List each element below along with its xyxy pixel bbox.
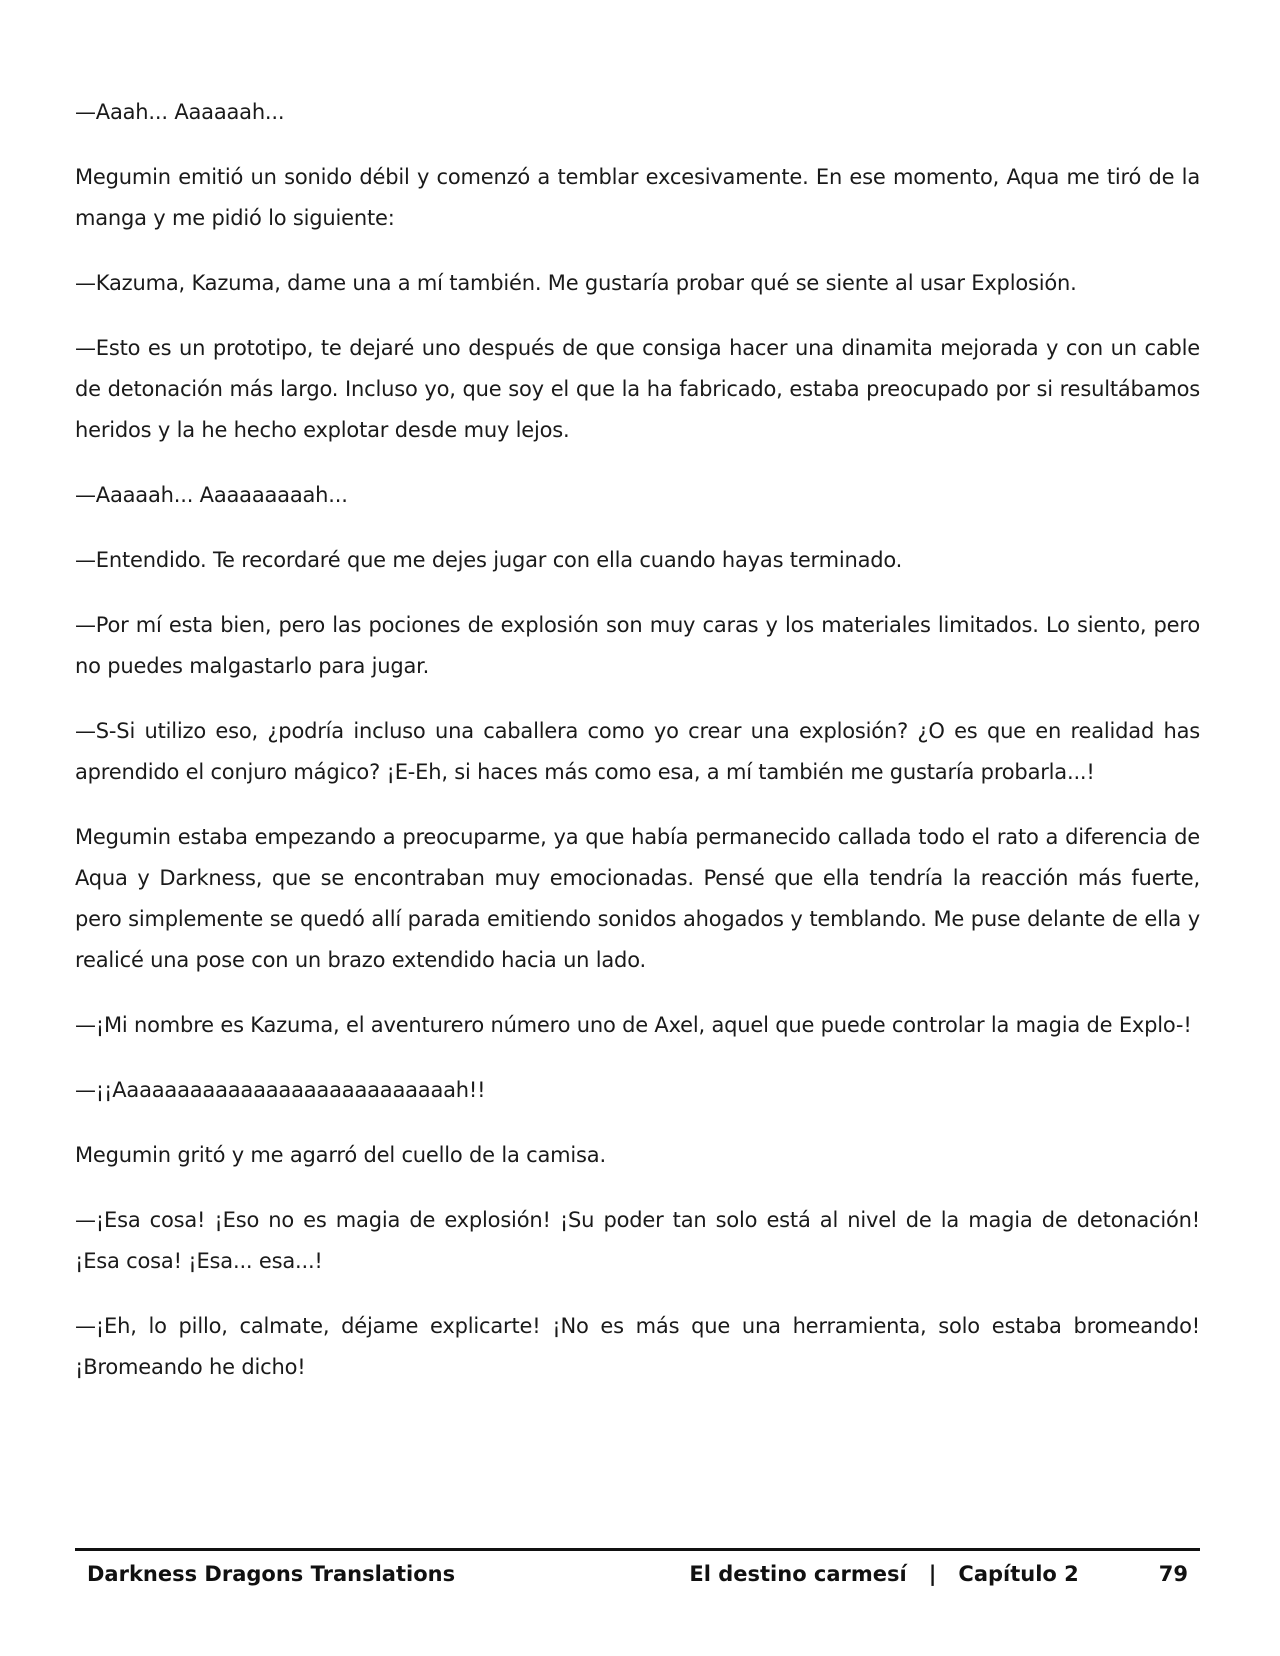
paragraph: —¡Esa cosa! ¡Eso no es magia de explosión! ¡Su poder tan solo está al nivel de la magia de detonación! ¡Esa cosa! ¡Esa... esa...!	[75, 1208, 1200, 1273]
footer-separator: |	[928, 1562, 937, 1586]
paragraph: —¡Eh, lo pillo, calmate, déjame explicarte! ¡No es más que una herramienta, solo estaba bromeando! ¡Bromeando he dicho!	[75, 1314, 1200, 1379]
paragraph: —Entendido. Te recordaré que me dejes jugar con ella cuando hayas terminado.	[75, 548, 903, 572]
paragraph: —Esto es un prototipo, te dejaré uno después de que consiga hacer una dinamita mejorada y con un cable de detonación más largo. Incluso yo, que soy el que la ha fabricado, estaba preocupado por si resultábamos heridos y la he hecho explotar desde muy lejos.	[75, 336, 1200, 442]
paragraph: —¡Mi nombre es Kazuma, el aventurero número uno de Axel, aquel que puede controlar la magia de Explo-!	[75, 1013, 1192, 1037]
paragraph: —Aaaaah... Aaaaaaaaah...	[75, 483, 348, 507]
footer-book-info	[689, 1562, 1188, 1586]
paragraph: —S-Si utilizo eso, ¿podría incluso una caballera como yo crear una explosión? ¿O es que en realidad has aprendido el conjuro mágico? ¡E-Eh, si haces más como esa, a mí también me gustaría probarla...!	[75, 719, 1200, 784]
paragraph: —Aaah... Aaaaaah...	[75, 100, 285, 124]
page-footer	[75, 1556, 1200, 1596]
footer-publisher: Darkness Dragons Translations	[87, 1562, 456, 1586]
page-body	[75, 92, 1200, 1412]
footer-chapter: Capítulo 2	[958, 1562, 1079, 1586]
footer-book-title: El destino carmesí	[689, 1562, 907, 1586]
paragraph: —Por mí esta bien, pero las pociones de explosión son muy caras y los materiales limitados. Lo siento, pero no puedes malgastarlo para jugar.	[75, 613, 1200, 678]
paragraph: Megumin emitió un sonido débil y comenzó a temblar excesivamente. En ese momento, Aqua me tiró de la manga y me pidió lo siguiente:	[75, 165, 1200, 230]
paragraph: —Kazuma, Kazuma, dame una a mí también. Me gustaría probar qué se siente al usar Explosión.	[75, 271, 1077, 295]
paragraph: Megumin estaba empezando a preocuparme, ya que había permanecido callada todo el rato a diferencia de Aqua y Darkness, que se encontraban muy emocionadas. Pensé que ella tendría la reacción más fuerte, pero simplemente se quedó allí parada emitiendo sonidos ahogados y temblando. Me puse delante de ella y realicé una pose con un brazo extendido hacia un lado.	[75, 825, 1200, 972]
footer-divider	[75, 1548, 1200, 1551]
paragraph: Megumin gritó y me agarró del cuello de la camisa.	[75, 1143, 606, 1167]
footer-page-number: 79	[1158, 1562, 1188, 1586]
paragraph: —¡¡Aaaaaaaaaaaaaaaaaaaaaaaaaaah!!	[75, 1078, 486, 1102]
